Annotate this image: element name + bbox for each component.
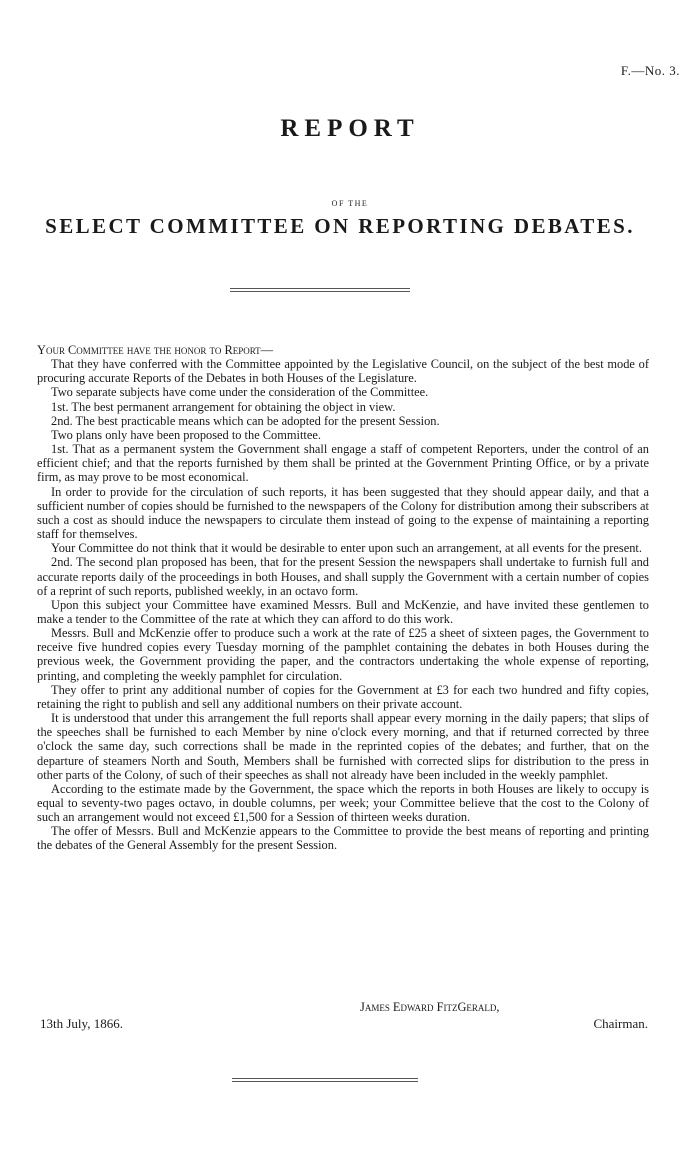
paragraph: Two plans only have been proposed to the Committee. <box>51 427 321 442</box>
paragraph: It is understood that under this arrangement the full reports shall appear every morning in the daily papers; that slips of the speeches shall be furnished to each Member by nine o'clock every morning, and that if returned corrected by three o'clock the same day, such corrections shall be made in the reprinted copies of the debates; and further, that on the departure of steamers North and South, Members shall be furnished with corrected slips for distribution to the press in other parts of the Colony, of such of their speeches as shall not already have been included in the weekly pamphlet. <box>37 711 649 782</box>
report-date: 13th July, 1866. <box>40 1016 123 1031</box>
paragraph: Your Committee do not think that it would be desirable to enter upon such an arrangement, at all events for the present. <box>51 541 642 556</box>
signatory-role: Chairman. <box>593 1016 648 1031</box>
committee-subtitle: SELECT COMMITTEE ON REPORTING DEBATES. <box>45 214 635 238</box>
paragraph: Upon this subject your Committee have examined Messrs. Bull and McKenzie, and have invited these gentlemen to make a tender to the Committee of the rate at which they can afford to do this work. <box>37 597 649 626</box>
paragraph: 1st. That as a permanent system the Government shall engage a staff of competent Reporters, under the control of an efficient chief; and that the reports furnished by them shall be printed at the Government Printing Office, or by a private firm, as may prove to be most economical. <box>37 442 649 485</box>
opening-line: Your Committee have the honor to Report— <box>37 343 274 357</box>
document-reference: F.—No. 3. <box>620 63 680 78</box>
of-the-label: OF THE <box>331 199 369 208</box>
paragraph: The offer of Messrs. Bull and McKenzie appears to the Committee to provide the best means of reporting and printing the debates of the General Assembly for the present Session. <box>37 824 649 853</box>
signatory-name: James Edward FitzGerald, <box>360 1000 500 1014</box>
paragraph: 2nd. The best practicable means which can be adopted for the present Session. <box>51 413 440 428</box>
closing-divider <box>232 1078 418 1084</box>
paragraph: That they have conferred with the Committee appointed by the Legislative Council, on the subject of the best mode of procuring accurate Reports of the Debates in both Houses of the Legislature. <box>37 357 649 386</box>
paragraph: They offer to print any additional number of copies for the Government at £3 for each two hundred and fifty copies, retaining the right to publish and sell any additional numbers on their private account. <box>37 682 649 711</box>
paragraph: 1st. The best permanent arrangement for obtaining the object in view. <box>51 399 396 414</box>
paragraph: Messrs. Bull and McKenzie offer to produce such a work at the rate of £25 a sheet of sixteen pages, the Government to receive five hundred copies every Tuesday morning of the pamphlet containing the debates in both Houses during the previous week, the Government providing the paper, and the contractors undertaking the whole expense of reporting, printing, and completing the weekly pamphlet for circulation. <box>37 626 649 683</box>
report-body <box>37 343 649 853</box>
paragraph: In order to provide for the circulation of such reports, it has been suggested that they should appear daily, and that a sufficient number of copies should be furnished to the newspapers of the Colony for distribution among their subscribers at such a cost as should induce the newspapers to circulate them instead of going to the expense of maintaining a reporting staff for themselves. <box>37 484 649 542</box>
paragraph: According to the estimate made by the Government, the space which the reports in both Houses are likely to occupy is equal to seventy-two pages octavo, in double columns, per week; your Committee believe that the cost to the Colony of such an arrangement would not exceed £1,500 for a Session of thirteen weeks duration. <box>37 781 649 825</box>
title-divider <box>230 288 410 294</box>
paragraph: Two separate subjects have come under the consideration of the Committee. <box>51 385 429 400</box>
report-title: REPORT <box>280 115 420 142</box>
paragraph: 2nd. The second plan proposed has been, that for the present Session the newspapers shall undertake to furnish full and accurate reports daily of the proceedings in both Houses, and shall supply the Government with a certain number of copies of a reprint of such reports, published weekly, in an octavo form. <box>37 555 649 598</box>
